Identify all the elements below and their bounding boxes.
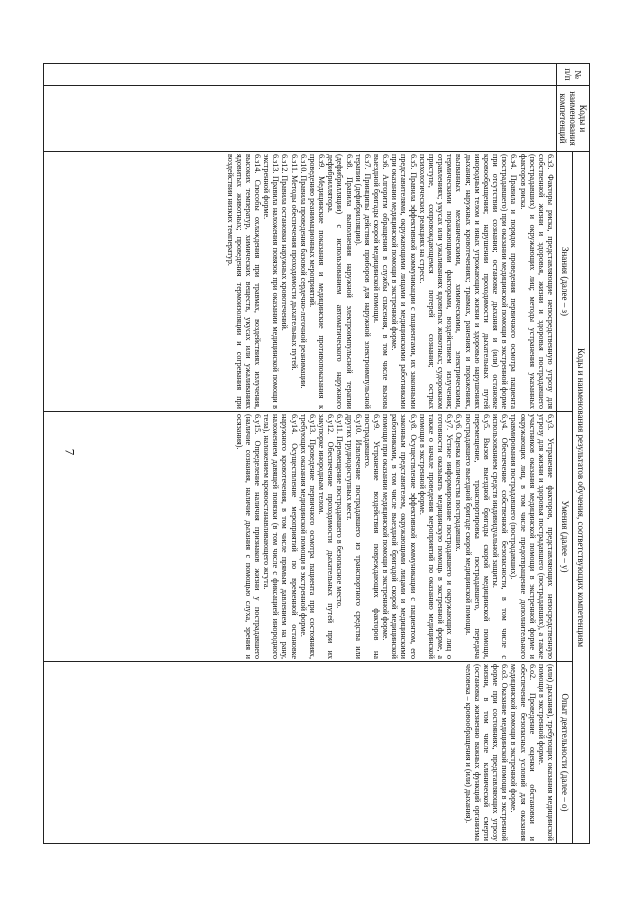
knowledge-item: 6.з3. Факторы риска, представляющие непосредственную угрозу для собственной жизни и здоровья, жизни и здоровья пострадавшего (пострадавших) и окружающих лиц; методы устранения указанных факторов риска. [518,154,555,409]
header-experience: Опыт деятельности (далее – о) [557,662,574,844]
cell-num [44,64,557,86]
skill-item: 6.у5. Вызов выездной бригады скорой медицинской помощи, перемещение, транспортировка пострадавшего, передача пострадавшего выездной бригаде скорой медицинской помощи. [463,414,491,659]
knowledge-item: 6.з5. Правила эффективной коммуникации с пациентами, их законными представителями, окружающими лицами и медицинскими работниками при оказании медицинской помощи в экстренной форме. [390,154,418,409]
skill-item: 6.у15. Определение наличия признаков жизни у пострадавшего (наличие сознания, наличие дыхания с помощью слуха, зрения и осязания). [234,414,262,659]
skill-item: 6.у14. Осуществление мероприятий по временной остановке наружного кровотечения, в том числе прямым давлением на рану, наложением давящей повязки (в том числе с фиксацией инородного тела), наложением кровоостанавливающего жгута. [262,414,299,659]
knowledge-item: 6.з6. Алгоритм обращения в службы спасения, в том числе вызова выездной бригады скорой медицинской помощи. [372,154,391,409]
skill-item: 6.у10. Извлечение пострадавшего из транспортного средства или других труднодоступных мест. [344,414,363,659]
skill-item: 6.у3. Устранение факторов, представляющих непосредственную угрозу для жизни и здоровья пострадавшего (пострадавших), а также участников оказания медицинской помощи в экстренной форме и окружающих лиц, в том числе предотвращение дополнительного травмирования пострадавшего (пострадавших). [509,414,555,659]
experience-item: 6.о2. Проведение оценки обстановки и обеспечение безопасных условий для оказания медицинской помощи в экстренной форме. [509,664,537,842]
header-knowledge: Знания (далее – з) [557,152,574,412]
experience-item: 6.о3. Оказание медицинской помощи в экстренной форме при состояниях, представляющих угрозу жизни, в том числе клинической смерти (остановка жизненно важных функций организма человека – кровообращения и (или) дыхания). [463,664,510,842]
competency-table [43,63,590,844]
header-row-2 [557,64,574,844]
skill-item: 6.у7. Устное информирование пострадавшего и окружающих лиц о готовности оказывать медицинскую помощь в экстренной форме, а также о начале проведения мероприятий по оказанию медицинской помощи в экстренной форме. [417,414,455,659]
skill-item: 6.у12. Обеспечение проходимости дыхательных путей при их закупорке инородным телом. [317,414,336,659]
experience-item: (или) дыхания), требующих оказания медицинской помощи в экстренной форме. [536,664,555,842]
skill-item: 6.у9. Устранение воздействия повреждающих факторов на пострадавшего. [362,414,382,659]
knowledge-item: 6.з8. Правила выполнения наружной электроимпульсной терапии (дефибрилляции) с использованием автоматического наружного дефибриллятора. [326,154,354,409]
page-number: 7 [62,448,78,456]
knowledge-item: 6.з10. Правила проведения базовой сердечно-легочной реанимации. [298,154,308,389]
cell-knowledge [44,152,557,412]
header-group: Коды и наименования результатов обучения, соответствующих компетенциям [573,152,590,844]
knowledge-item: 6.з4. Правила и порядок проведения первичного осмотра пациента (пострадавшего) при оказании медицинской помощи в экстренной форме при отсутствии сознания; остановке дыхания и (или) остановке кровообращения; нарушении проходимости дыхательных путей инородным телом и иных угрожающих жизни и здоровью нарушениях дыхания; наружных кровотечениях; травмах, ранениях и поражениях, вызванных механическими, химическими, электрическими, термическими поражающими факторами, воздействием излучения; отравлениях; укусах или ужаливаниях ядовитых животных; судорожном приступе, сопровождающемся потерей сознания; острых психологических реакциях на стресс. [417,154,519,409]
knowledge-item: 6.з13. Правила наложения повязок при оказании медицинской помощи в экстренной форме. [262,154,281,409]
knowledge-item: 6.з14. Способы охлаждения при травмах, воздействиях излучения, высоких температур, химических веществ, укусах или ужаливаниях ядовитых животных; проведения термоизоляции и согревания при воздействии низких температур. [225,154,262,409]
header-codes: Коды и наименования компетенций [557,86,590,152]
skill-item: 6.у6. Оценка количества пострадавших. [454,414,464,552]
rotated-table-wrapper [50,63,590,843]
knowledge-item: 6.з7. Принципы действия приборов для наружной электроимпульсной терапии (дефибрилляции). [353,154,372,409]
cell-skills [44,412,557,662]
table-row [44,64,557,844]
skill-item: 6.у13. Проведение первичного осмотра пациента при состояниях, требующих оказания медицинской помощи в экстренной форме. [298,414,317,659]
skill-item: 6.у4. Обеспечение собственной безопасности, в том числе с использованием средств индивидуальной защиты. [491,414,510,659]
knowledge-item: 6.з12. Правила остановки наружных кровотечений. [280,154,290,331]
knowledge-item: 6.з9. Медицинские показания и медицинские противопоказания к проведению реанимационных мероприятий. [307,154,327,409]
header-skills: Умения (далее – у) [557,412,574,662]
cell-codes [44,86,557,152]
skill-item: 6.у8. Осуществление эффективной коммуникации с пациентом, его законным представителем, окружающими лицами и медицинскими работниками, в том числе выездной бригадой скорой медицинской помощи при оказании медицинской помощи в экстренной форме. [381,414,418,659]
knowledge-item: 6.з11. Методы обеспечения проходимости дыхательных путей. [289,154,299,371]
cell-experience [44,662,557,844]
skill-item: 6.у11. Перемещение пострадавшего в безопасное место. [335,414,345,609]
header-num: № п/п [557,64,590,86]
header-row-1 [573,64,590,844]
